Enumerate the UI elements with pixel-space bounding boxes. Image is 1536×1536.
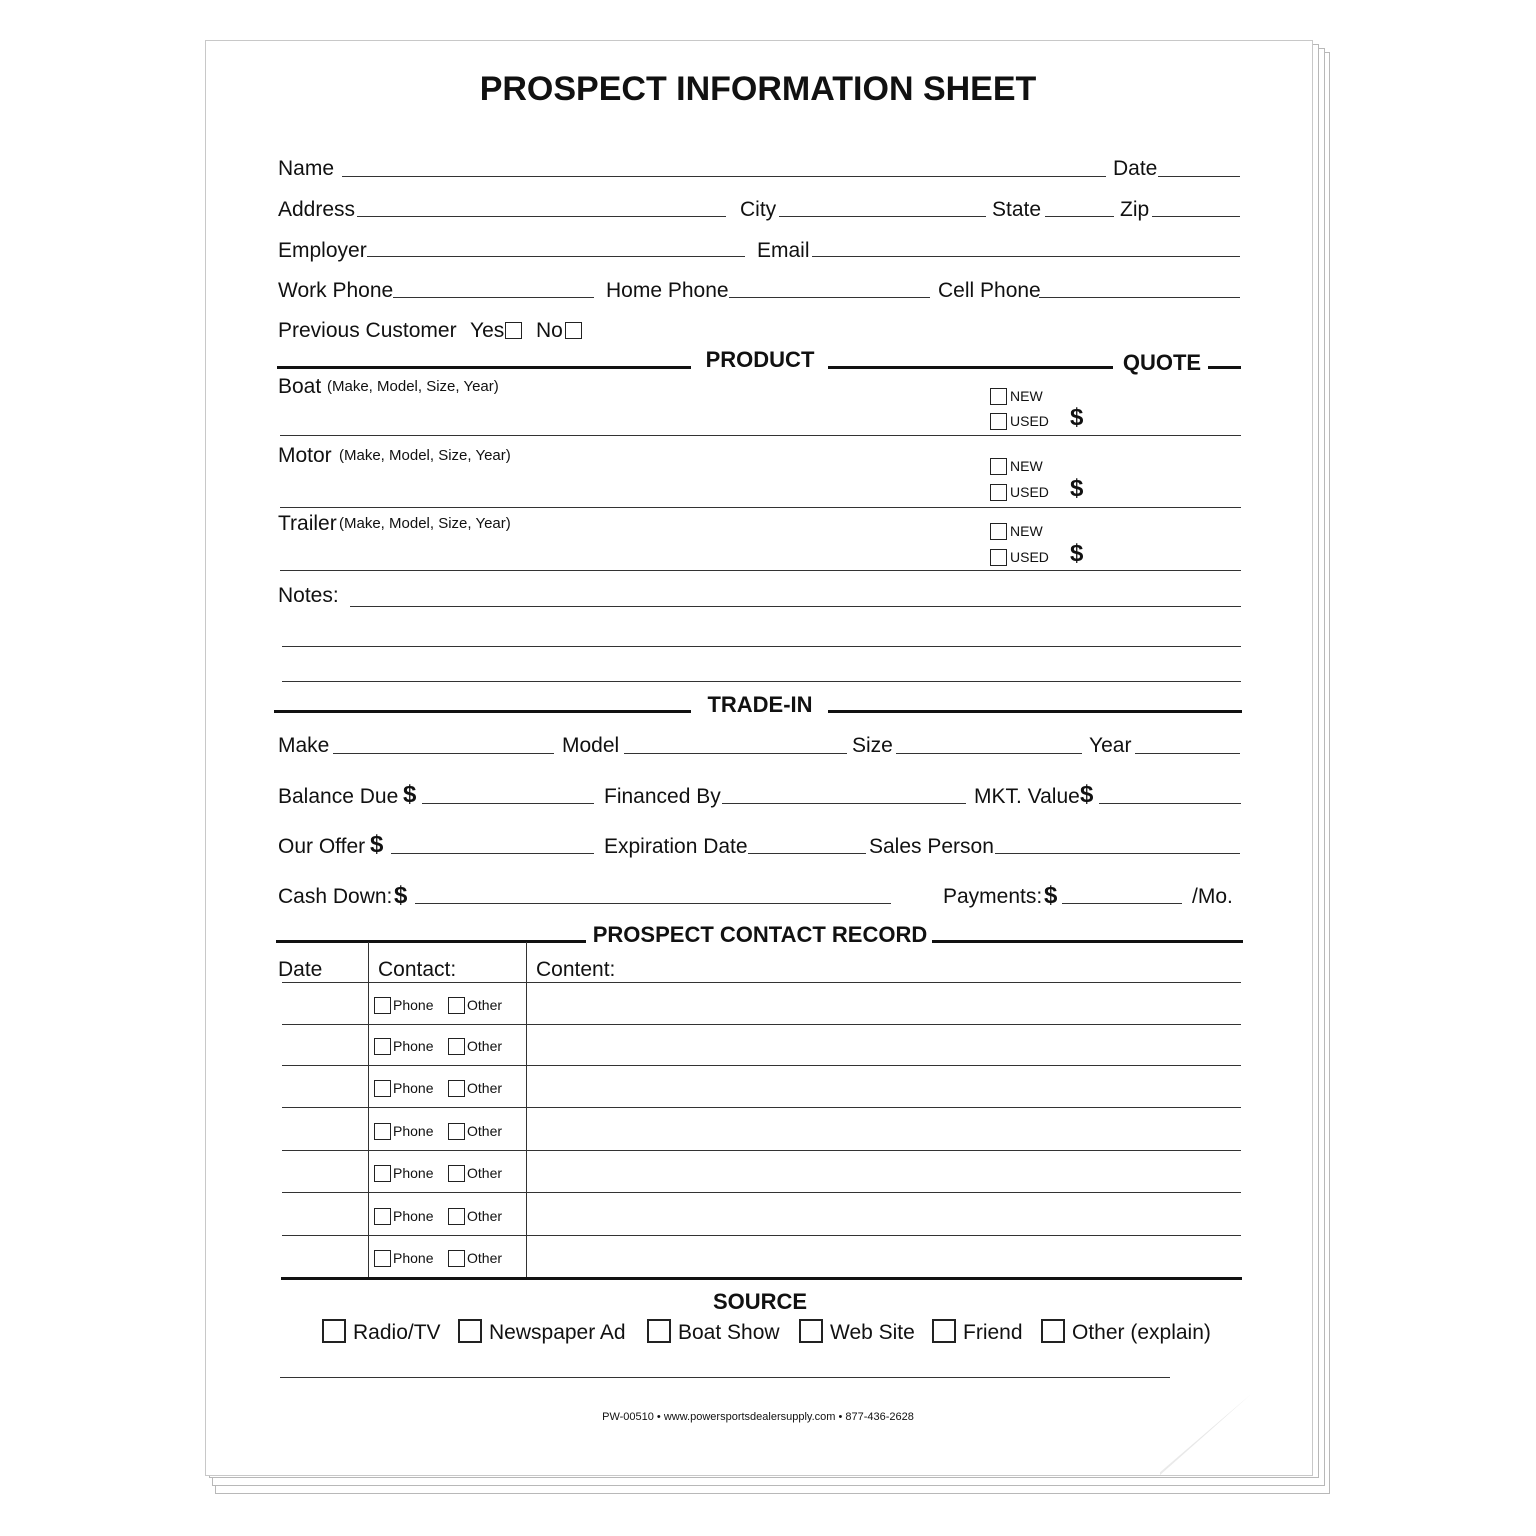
state-label: State	[992, 198, 1042, 221]
model-label: Model	[562, 734, 620, 757]
new-label: NEW	[1010, 523, 1043, 539]
divider	[277, 366, 691, 369]
trade-in-heading: TRADE-IN	[707, 692, 813, 717]
quote-dollar-sign: $	[1070, 540, 1084, 567]
address-field[interactable]	[357, 216, 726, 217]
date-field[interactable]	[1158, 176, 1240, 177]
new-checkbox[interactable]	[990, 388, 1007, 405]
source-option-label: Boat Show	[678, 1321, 780, 1344]
home-phone-field[interactable]	[729, 297, 930, 298]
source-checkbox[interactable]	[322, 1319, 346, 1343]
per-month-label: /Mo.	[1192, 885, 1233, 908]
name-field[interactable]	[342, 176, 1106, 177]
phone-label: Phone	[393, 1208, 434, 1224]
phone-checkbox[interactable]	[374, 1250, 391, 1267]
our-offer-label: Our Offer	[278, 835, 366, 858]
source-checkbox[interactable]	[1041, 1319, 1065, 1343]
product-item-label: Motor	[278, 444, 332, 467]
table-row-line	[282, 1024, 1241, 1025]
phone-checkbox[interactable]	[374, 1080, 391, 1097]
dollar-sign: $	[1044, 882, 1058, 909]
size-field[interactable]	[896, 753, 1082, 754]
phone-label: Phone	[393, 997, 434, 1013]
column-divider	[526, 942, 527, 1278]
cash-down-label: Cash Down:	[278, 885, 393, 908]
employer-field[interactable]	[367, 256, 745, 257]
financed-by-field[interactable]	[722, 803, 966, 804]
product-row-line[interactable]	[280, 570, 1241, 571]
dollar-sign: $	[1080, 781, 1094, 808]
footer-text: PW-00510 • www.powersportsdealersupply.com • 877-436-2628	[602, 1411, 914, 1423]
other-checkbox[interactable]	[448, 1208, 465, 1225]
source-option-label: Radio/TV	[353, 1321, 441, 1344]
phone-checkbox[interactable]	[374, 1165, 391, 1182]
payments-label: Payments:	[943, 885, 1043, 908]
new-label: NEW	[1010, 388, 1043, 404]
column-divider	[368, 942, 369, 1278]
product-heading: PRODUCT	[705, 347, 815, 372]
expiration-date-field[interactable]	[748, 853, 866, 854]
balance-due-label: Balance Due	[278, 785, 399, 808]
phone-label: Phone	[393, 1165, 434, 1181]
quote-dollar-sign: $	[1070, 404, 1084, 431]
used-label: USED	[1010, 484, 1049, 500]
quote-heading: QUOTE	[1122, 350, 1202, 375]
new-label: NEW	[1010, 458, 1043, 474]
work-phone-field[interactable]	[393, 297, 594, 298]
other-checkbox[interactable]	[448, 1123, 465, 1140]
work-phone-label: Work Phone	[278, 279, 394, 302]
notes-line[interactable]	[282, 646, 1241, 647]
divider	[932, 940, 1243, 943]
source-option-label: Friend	[963, 1321, 1023, 1344]
other-label: Other	[467, 1165, 503, 1181]
no-checkbox[interactable]	[565, 322, 582, 339]
phone-checkbox[interactable]	[374, 1038, 391, 1055]
date-label: Date	[1113, 157, 1158, 180]
new-checkbox[interactable]	[990, 458, 1007, 475]
phone-checkbox[interactable]	[374, 1123, 391, 1140]
year-field[interactable]	[1135, 753, 1240, 754]
divider	[274, 710, 691, 713]
col-content-header: Content:	[536, 958, 616, 981]
product-item-label: Trailer	[278, 512, 337, 535]
state-field[interactable]	[1045, 216, 1114, 217]
city-label: City	[740, 198, 777, 221]
email-field[interactable]	[812, 256, 1240, 257]
dollar-sign: $	[394, 882, 408, 909]
source-checkbox[interactable]	[458, 1319, 482, 1343]
table-row-line	[282, 1192, 1241, 1193]
city-field[interactable]	[779, 216, 986, 217]
table-row-line	[282, 1235, 1241, 1236]
source-explain-line[interactable]	[280, 1377, 1170, 1378]
notes-line[interactable]	[350, 606, 1241, 607]
phone-label: Phone	[393, 1080, 434, 1096]
other-label: Other	[467, 1123, 503, 1139]
other-label: Other	[467, 1208, 503, 1224]
col-date-header: Date	[278, 958, 323, 981]
used-checkbox[interactable]	[990, 484, 1007, 501]
cell-phone-field[interactable]	[1039, 297, 1240, 298]
source-option-label: Other (explain)	[1072, 1321, 1211, 1344]
table-row-line	[282, 1107, 1241, 1108]
product-item-label: Boat	[278, 375, 322, 398]
other-label: Other	[467, 997, 503, 1013]
page-title: PROSPECT INFORMATION SHEET	[479, 70, 1037, 108]
other-label: Other	[467, 1080, 503, 1096]
other-checkbox[interactable]	[448, 997, 465, 1014]
address-label: Address	[278, 198, 356, 221]
source-checkbox[interactable]	[647, 1319, 671, 1343]
other-label: Other	[467, 1038, 503, 1054]
zip-label: Zip	[1120, 198, 1150, 221]
source-option-label: Newspaper Ad	[489, 1321, 626, 1344]
model-field[interactable]	[624, 753, 847, 754]
source-checkbox[interactable]	[799, 1319, 823, 1343]
divider	[276, 940, 586, 943]
other-checkbox[interactable]	[448, 1038, 465, 1055]
product-row-line[interactable]	[280, 435, 1241, 436]
dollar-sign: $	[370, 831, 384, 858]
dollar-sign: $	[403, 781, 417, 808]
product-detail-hint: (Make, Model, Size, Year)	[327, 378, 499, 395]
notes-line[interactable]	[282, 681, 1241, 682]
year-label: Year	[1089, 734, 1132, 757]
source-heading: SOURCE	[712, 1289, 808, 1314]
size-label: Size	[852, 734, 893, 757]
table-row-line	[282, 1065, 1241, 1066]
notes-label: Notes:	[278, 584, 339, 607]
phone-label: Phone	[393, 1038, 434, 1054]
home-phone-label: Home Phone	[606, 279, 729, 302]
divider	[281, 1277, 1242, 1280]
quote-dollar-sign: $	[1070, 475, 1084, 502]
product-detail-hint: (Make, Model, Size, Year)	[339, 515, 511, 532]
table-row-line	[282, 1150, 1241, 1151]
phone-label: Phone	[393, 1250, 434, 1266]
expiration-date-label: Expiration Date	[604, 835, 748, 858]
previous-customer-label: Previous Customer	[278, 319, 457, 342]
cell-phone-label: Cell Phone	[938, 279, 1041, 302]
financed-by-label: Financed By	[604, 785, 721, 808]
make-label: Make	[278, 734, 330, 757]
mkt-value-field[interactable]	[1099, 803, 1241, 804]
used-label: USED	[1010, 413, 1049, 429]
product-detail-hint: (Make, Model, Size, Year)	[339, 447, 511, 464]
balance-due-field[interactable]	[422, 803, 594, 804]
name-label: Name	[278, 157, 335, 180]
phone-checkbox[interactable]	[374, 1208, 391, 1225]
phone-checkbox[interactable]	[374, 997, 391, 1014]
phone-label: Phone	[393, 1123, 434, 1139]
new-checkbox[interactable]	[990, 523, 1007, 540]
divider	[1208, 366, 1241, 369]
zip-field[interactable]	[1152, 216, 1240, 217]
sales-person-field[interactable]	[995, 853, 1240, 854]
source-checkbox[interactable]	[932, 1319, 956, 1343]
used-label: USED	[1010, 549, 1049, 565]
email-label: Email	[757, 239, 810, 262]
used-checkbox[interactable]	[990, 549, 1007, 566]
mkt-value-label: MKT. Value	[974, 785, 1080, 808]
no-label: No	[536, 319, 563, 342]
payments-field[interactable]	[1062, 903, 1182, 904]
contact-record-heading: PROSPECT CONTACT RECORD	[592, 922, 928, 947]
yes-label: Yes	[470, 319, 505, 342]
col-contact-header: Contact:	[378, 958, 457, 981]
other-label: Other	[467, 1250, 503, 1266]
cash-down-field[interactable]	[415, 903, 891, 904]
other-checkbox[interactable]	[448, 1250, 465, 1267]
our-offer-field[interactable]	[391, 853, 594, 854]
source-option-label: Web Site	[830, 1321, 915, 1344]
yes-checkbox[interactable]	[505, 322, 522, 339]
sales-person-label: Sales Person	[869, 835, 994, 858]
divider	[828, 710, 1242, 713]
used-checkbox[interactable]	[990, 413, 1007, 430]
employer-label: Employer	[278, 239, 367, 262]
other-checkbox[interactable]	[448, 1080, 465, 1097]
table-header-line	[282, 982, 1241, 983]
make-field[interactable]	[333, 753, 554, 754]
product-row-line[interactable]	[280, 507, 1241, 508]
divider	[828, 366, 1113, 369]
other-checkbox[interactable]	[448, 1165, 465, 1182]
